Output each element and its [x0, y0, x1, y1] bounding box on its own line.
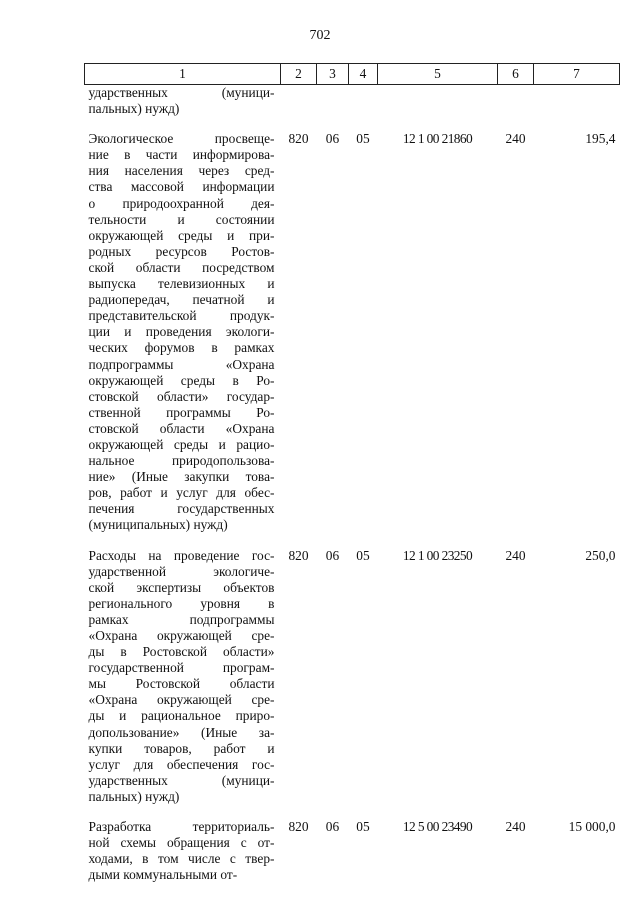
row-subsection-code: 05: [356, 131, 370, 147]
row-expense-type-code: 240: [505, 819, 526, 835]
row-description: [85, 85, 281, 118]
description-line: допользование» (Иные за-: [88, 724, 275, 740]
description-line: ние» (Иные закупки това-: [88, 469, 275, 485]
header-col-3: 3: [317, 64, 349, 85]
row-description: [85, 534, 281, 806]
description-line: окружающей среды и рацио-: [88, 436, 275, 452]
row-description: [85, 117, 281, 533]
budget-table: [84, 63, 620, 883]
header-col-7: 7: [534, 64, 620, 85]
description-line: тельности и состоянии: [88, 211, 275, 227]
description-line: ской экспертизы объектов: [88, 579, 275, 595]
description-line: ской области посредством: [88, 259, 275, 275]
row-expense-type-code: 240: [505, 547, 526, 563]
description-line: о природоохранной дея-: [88, 195, 275, 211]
description-line: ние в части информирова-: [88, 147, 275, 163]
description-line: ния населения через сред-: [88, 163, 275, 179]
table-body: [85, 85, 620, 884]
description-line: окружающей среды и при-: [88, 227, 275, 243]
description-line: ударственных (муници-: [88, 85, 275, 100]
description-line: ческих форумов в рамках: [88, 340, 275, 356]
description-line: услуг для обеспечения гос-: [88, 756, 275, 772]
row-ved-code: 820: [288, 547, 309, 563]
description-line: радиопередач, печатной и: [88, 292, 275, 308]
row-amount: 250,0: [585, 547, 616, 563]
description-line: регионального уровня в: [88, 595, 275, 611]
description-line: «Охрана окружающей сре-: [88, 628, 275, 643]
description-line: пальных) нужд): [88, 101, 180, 117]
description-line: дыми коммунальными от-: [88, 867, 238, 883]
description-line: нальное природопользова-: [88, 453, 275, 469]
description-line: мы Ростовской области: [88, 676, 275, 692]
header-col-6: 6: [498, 64, 534, 85]
row-ved-code: 820: [288, 819, 309, 835]
row-target-article-code: 12 1 00 23250: [402, 547, 473, 563]
row-expense-type-code: [498, 85, 534, 118]
description-line: представительской продук-: [88, 308, 275, 324]
description-line: ства массовой информации: [88, 179, 275, 195]
description-line: подпрограммы «Охрана: [88, 356, 275, 372]
description-line: государственной програм-: [88, 660, 275, 676]
table-row: [85, 85, 620, 118]
row-section-code: 06: [325, 131, 340, 147]
row-section-code: [317, 85, 349, 118]
description-line: ров, работ и услуг для обес-: [88, 485, 275, 501]
description-line: окружающей среды в Ро-: [88, 372, 275, 388]
description-line: печения государственных: [88, 501, 275, 517]
description-line: ходами, в том числе с твер-: [88, 851, 275, 867]
description-line: стовской области» государ-: [88, 388, 275, 404]
description-line: Экологическое просвеще-: [88, 131, 275, 147]
description-line: выпуска телевизионных и: [88, 276, 275, 292]
row-amount: 15 000,0: [568, 819, 616, 835]
description-line: родных ресурсов Ростов-: [88, 243, 275, 259]
description-line: (муниципальных) нужд): [88, 517, 228, 533]
description-line: ды и рациональное приро-: [88, 708, 275, 724]
row-expense-type-code: 240: [505, 131, 526, 147]
row-target-article-code: [378, 85, 498, 118]
header-row: [85, 64, 620, 85]
row-amount: [534, 85, 620, 118]
table-header: [85, 64, 620, 85]
row-section-code: 06: [325, 547, 340, 563]
row-subsection-code: 05: [356, 547, 370, 563]
page-number: 702: [309, 28, 331, 43]
description-line: купки товаров, работ и: [88, 740, 275, 756]
row-target-article-code: 12 1 00 21860: [402, 131, 473, 147]
table-row: [85, 534, 620, 806]
row-subsection-code: 05: [356, 819, 370, 835]
header-col-4: 4: [349, 64, 378, 85]
table-row: [85, 117, 620, 533]
description-line: ударственной экологиче-: [88, 563, 275, 579]
description-line: ды в Ростовской области»: [88, 644, 275, 660]
row-description: [85, 805, 281, 883]
description-line: ственной программы Ро-: [88, 404, 275, 420]
description-line: стовской области «Охрана: [88, 420, 275, 436]
description-line: ударственных (муници-: [88, 772, 275, 788]
header-col-1: 1: [85, 64, 281, 85]
description-line: ной схемы обращения с от-: [88, 835, 275, 851]
description-line: пальных) нужд): [88, 788, 180, 804]
row-ved-code: [281, 85, 317, 118]
header-col-2: 2: [281, 64, 317, 85]
header-col-5: 5: [378, 64, 498, 85]
row-amount: 195,4: [585, 131, 616, 147]
table-row: [85, 805, 620, 883]
description-line: рамках подпрограммы: [88, 611, 275, 627]
description-line: ции и проведения экологи-: [88, 324, 275, 340]
description-line: Расходы на проведение гос-: [88, 547, 275, 563]
description-line: Разработка территориаль-: [88, 819, 275, 835]
description-line: «Охрана окружающей сре-: [88, 692, 275, 708]
row-section-code: 06: [325, 819, 340, 835]
row-target-article-code: 12 5 00 23490: [402, 819, 473, 835]
row-subsection-code: [349, 85, 378, 118]
row-ved-code: 820: [288, 131, 309, 147]
